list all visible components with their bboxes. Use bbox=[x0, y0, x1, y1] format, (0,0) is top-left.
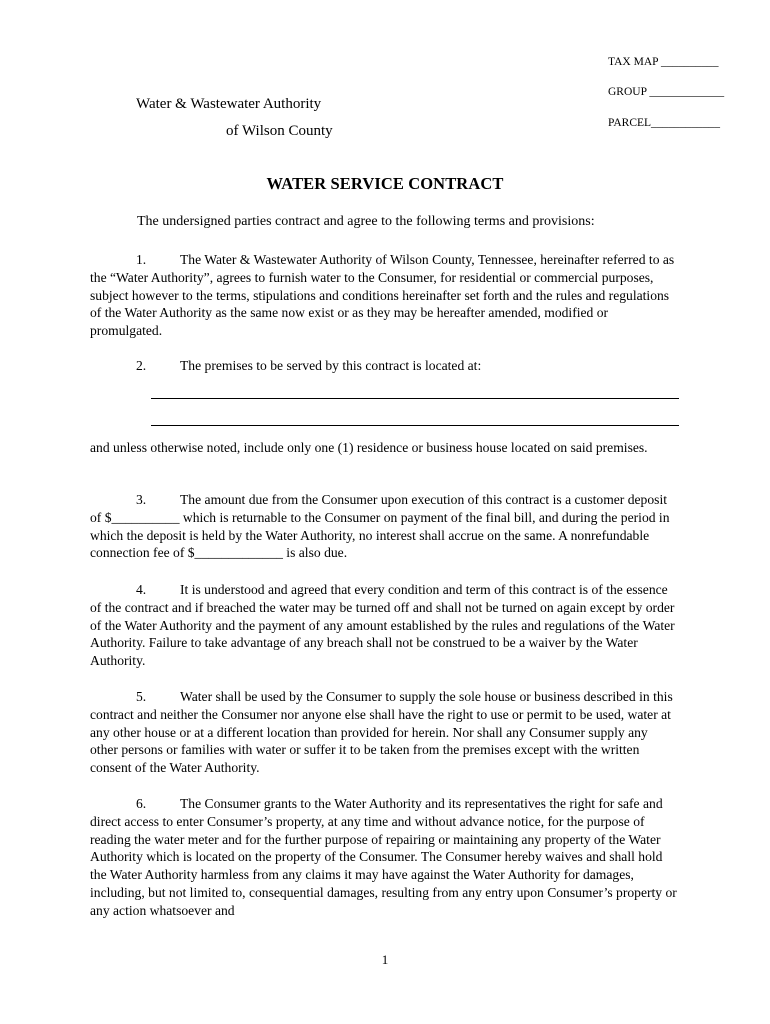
intro-text: The undersigned parties contract and agree to the following terms and provisions: bbox=[137, 214, 595, 229]
paragraph-text: and unless otherwise noted, include only one (1) residence or business house located on said premises. bbox=[90, 440, 648, 455]
address-line-2 bbox=[151, 425, 679, 426]
paragraph-text: The Consumer grants to the Water Authority and its representatives the right for safe and direct access to enter Consumer’s property, at any time and without advance notice, for the purpose of reading the water meter and for the further purpose of repairing or maintaining any property of the Water Authority which is located on the property of the Consumer. The Consumer hereby waives and shall hold the Water Authority harmless from any claims it may have against the Water Authority for damages, including, but not limited to, consequential damages, resulting from any entry upon Consumer’s property or any action whatsoever and bbox=[90, 796, 677, 918]
paragraph-number: 1. bbox=[136, 252, 147, 267]
paragraph-text: The amount due from the Consumer upon execution of this contract is a customer deposit of $__________ which is returnable to the Consumer on payment of the final bill, and during the period in which the deposit is held by the Water Authority, no interest shall accrue on the same. A nonrefundable connection fee of $_____________ is also due. bbox=[90, 492, 670, 561]
paragraph-2-continued bbox=[90, 439, 678, 457]
tax-map-field: TAX MAP __________ bbox=[608, 56, 719, 68]
document-title: WATER SERVICE CONTRACT bbox=[266, 174, 504, 193]
paragraph-text: Water shall be used by the Consumer to supply the sole house or business described in this contract and neither the Consumer nor anyone else shall have the right to use or permit to be used, water at any other house or at a different location than provided for herein. Nor shall any Consumer supply any other persons or families with water or suffer it to be taken from the premises except with the written consent of the Water Authority. bbox=[90, 689, 673, 776]
group-field: GROUP _____________ bbox=[608, 86, 725, 98]
paragraph-number: 3. bbox=[136, 492, 147, 507]
paragraph-6 bbox=[90, 795, 678, 920]
org-name-line2: of Wilson County bbox=[226, 123, 333, 139]
paragraph-text: The Water & Wastewater Authority of Wilson County, Tennessee, hereinafter referred to as the “Water Authority”, agrees to furnish water to the Consumer, for residential or commercial purposes, subject however to the terms, stipulations and conditions hereinafter set forth and the rules and regulations of the Water Authority as the same now exist or as they may be hereafter amended, modified or promulgated. bbox=[90, 252, 675, 339]
paragraph-text: The premises to be served by this contract is located at: bbox=[180, 358, 482, 373]
paragraph-2 bbox=[90, 357, 678, 375]
page-number: 1 bbox=[381, 952, 389, 967]
paragraph-3 bbox=[90, 491, 678, 562]
address-line-1 bbox=[151, 398, 679, 399]
paragraph-1 bbox=[90, 251, 678, 340]
paragraph-number: 4. bbox=[136, 582, 147, 597]
paragraph-4 bbox=[90, 581, 678, 670]
paragraph-text: It is understood and agreed that every condition and term of this contract is of the essence of the contract and if breached the water may be turned off and shall not be turned on again except by order of the Water Authority and the payment of any amount established by the rules and regulations of the Water Authority. Failure to take advantage of any breach shall not be construed to be a waiver by the Water Authority. bbox=[90, 582, 675, 669]
paragraph-5 bbox=[90, 688, 678, 777]
paragraph-number: 6. bbox=[136, 796, 147, 811]
paragraph-number: 5. bbox=[136, 689, 147, 704]
org-name-line1: Water & Wastewater Authority bbox=[136, 96, 322, 112]
parcel-field: PARCEL____________ bbox=[608, 117, 721, 129]
paragraph-number: 2. bbox=[136, 358, 147, 373]
